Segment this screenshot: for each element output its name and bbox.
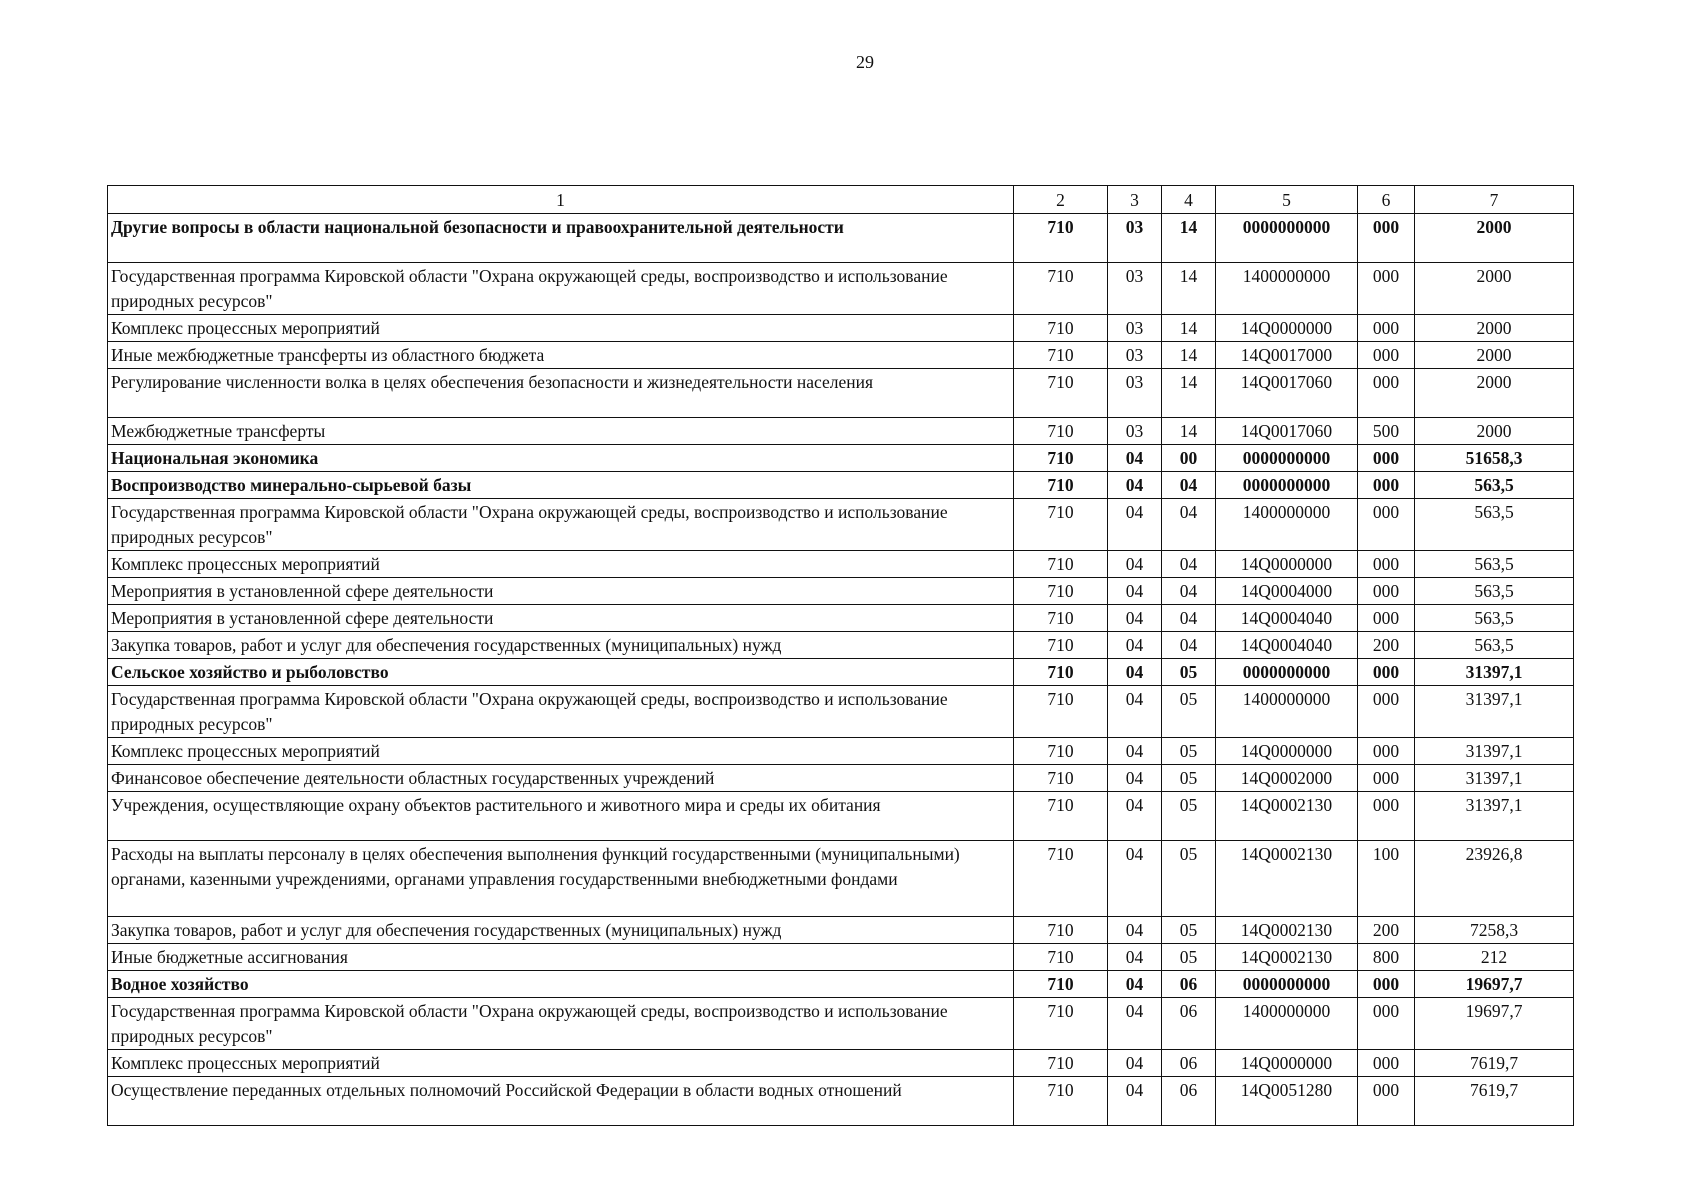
row-name-cell: Регулирование численности волка в целях обеспечения безопасности и жизнедеятельности населения: [108, 369, 1014, 418]
subsection-cell: 04: [1162, 472, 1216, 499]
expense-type-cell: 800: [1358, 944, 1415, 971]
table-row: [108, 917, 1574, 944]
code-cell: 710: [1014, 551, 1108, 578]
section-cell: 03: [1108, 342, 1162, 369]
section-cell: 03: [1108, 315, 1162, 342]
target-article-cell: 14Q0002130: [1216, 792, 1358, 841]
expense-type-cell: 000: [1358, 971, 1415, 998]
table-row: [108, 214, 1574, 263]
amount-cell: 2000: [1415, 263, 1574, 315]
amount-cell: 7619,7: [1415, 1077, 1574, 1126]
row-name-cell: Закупка товаров, работ и услуг для обеспечения государственных (муниципальных) нужд: [108, 917, 1014, 944]
subsection-cell: 14: [1162, 315, 1216, 342]
section-cell: 04: [1108, 632, 1162, 659]
row-name-cell: Комплекс процессных мероприятий: [108, 551, 1014, 578]
code-cell: 710: [1014, 342, 1108, 369]
amount-cell: 2000: [1415, 315, 1574, 342]
table-row: [108, 445, 1574, 472]
section-cell: 03: [1108, 418, 1162, 445]
target-article-cell: 0000000000: [1216, 472, 1358, 499]
expense-type-cell: 000: [1358, 551, 1415, 578]
amount-cell: 563,5: [1415, 605, 1574, 632]
table-row: [108, 944, 1574, 971]
row-name-cell: Закупка товаров, работ и услуг для обеспечения государственных (муниципальных) нужд: [108, 632, 1014, 659]
section-cell: 04: [1108, 551, 1162, 578]
row-name-cell: Иные бюджетные ассигнования: [108, 944, 1014, 971]
row-name-cell: Мероприятия в установленной сфере деятельности: [108, 605, 1014, 632]
target-article-cell: 14Q0004000: [1216, 578, 1358, 605]
amount-cell: 7619,7: [1415, 1050, 1574, 1077]
table-row: [108, 632, 1574, 659]
code-cell: 710: [1014, 944, 1108, 971]
section-cell: 04: [1108, 765, 1162, 792]
target-article-cell: 0000000000: [1216, 659, 1358, 686]
section-cell: 04: [1108, 944, 1162, 971]
expense-type-cell: 500: [1358, 418, 1415, 445]
table-row: [108, 971, 1574, 998]
subsection-cell: 14: [1162, 214, 1216, 263]
target-article-cell: 14Q0002130: [1216, 944, 1358, 971]
amount-cell: 2000: [1415, 369, 1574, 418]
subsection-cell: 05: [1162, 917, 1216, 944]
section-cell: 03: [1108, 214, 1162, 263]
amount-cell: 31397,1: [1415, 765, 1574, 792]
subsection-cell: 04: [1162, 499, 1216, 551]
section-cell: 04: [1108, 472, 1162, 499]
expense-type-cell: 000: [1358, 686, 1415, 738]
expense-type-cell: 200: [1358, 917, 1415, 944]
subsection-cell: 05: [1162, 659, 1216, 686]
table-row: [108, 998, 1574, 1050]
target-article-cell: 14Q0000000: [1216, 551, 1358, 578]
subsection-cell: 14: [1162, 418, 1216, 445]
subsection-cell: 00: [1162, 445, 1216, 472]
section-cell: 04: [1108, 998, 1162, 1050]
code-cell: 710: [1014, 445, 1108, 472]
table-row: [108, 418, 1574, 445]
target-article-cell: 14Q0017060: [1216, 418, 1358, 445]
section-cell: 04: [1108, 917, 1162, 944]
target-article-cell: 1400000000: [1216, 499, 1358, 551]
expense-type-cell: 000: [1358, 605, 1415, 632]
column-header: 5: [1216, 186, 1358, 214]
expense-type-cell: 000: [1358, 214, 1415, 263]
subsection-cell: 05: [1162, 738, 1216, 765]
table-row: [108, 1077, 1574, 1126]
row-name-cell: Государственная программа Кировской области "Охрана окружающей среды, воспроизводство и использование природных ресурсов": [108, 263, 1014, 315]
subsection-cell: 06: [1162, 1050, 1216, 1077]
expense-type-cell: 000: [1358, 499, 1415, 551]
section-cell: 04: [1108, 605, 1162, 632]
section-cell: 04: [1108, 971, 1162, 998]
code-cell: 710: [1014, 971, 1108, 998]
expense-type-cell: 000: [1358, 263, 1415, 315]
row-name-cell: Комплекс процессных мероприятий: [108, 315, 1014, 342]
row-name-cell: Расходы на выплаты персоналу в целях обеспечения выполнения функций государственными (муниципальными) органами, казенными учреждениями, органами управления государственными внебюджетными фондами: [108, 841, 1014, 917]
code-cell: 710: [1014, 263, 1108, 315]
expense-type-cell: 000: [1358, 342, 1415, 369]
expense-type-cell: 000: [1358, 659, 1415, 686]
expense-type-cell: 100: [1358, 841, 1415, 917]
amount-cell: 212: [1415, 944, 1574, 971]
section-cell: 04: [1108, 578, 1162, 605]
code-cell: 710: [1014, 499, 1108, 551]
amount-cell: 563,5: [1415, 632, 1574, 659]
target-article-cell: 14Q0002130: [1216, 917, 1358, 944]
table-row: [108, 499, 1574, 551]
table-row: [108, 369, 1574, 418]
code-cell: 710: [1014, 472, 1108, 499]
row-name-cell: Воспроизводство минерально-сырьевой базы: [108, 472, 1014, 499]
row-name-cell: Межбюджетные трансферты: [108, 418, 1014, 445]
amount-cell: 31397,1: [1415, 738, 1574, 765]
target-article-cell: 14Q0017000: [1216, 342, 1358, 369]
code-cell: 710: [1014, 1077, 1108, 1126]
table-row: [108, 686, 1574, 738]
row-name-cell: Осуществление переданных отдельных полномочий Российской Федерации в области водных отношений: [108, 1077, 1014, 1126]
column-header: 4: [1162, 186, 1216, 214]
code-cell: 710: [1014, 686, 1108, 738]
table-row: [108, 792, 1574, 841]
table-row: [108, 315, 1574, 342]
table-row: [108, 841, 1574, 917]
table-row: [108, 605, 1574, 632]
expense-type-cell: 000: [1358, 578, 1415, 605]
target-article-cell: 14Q0004040: [1216, 632, 1358, 659]
amount-cell: 23926,8: [1415, 841, 1574, 917]
amount-cell: 2000: [1415, 342, 1574, 369]
expense-type-cell: 200: [1358, 632, 1415, 659]
section-cell: 03: [1108, 369, 1162, 418]
column-header: 2: [1014, 186, 1108, 214]
code-cell: 710: [1014, 578, 1108, 605]
table-row: [108, 472, 1574, 499]
code-cell: 710: [1014, 605, 1108, 632]
expense-type-cell: 000: [1358, 998, 1415, 1050]
subsection-cell: 14: [1162, 369, 1216, 418]
amount-cell: 31397,1: [1415, 659, 1574, 686]
code-cell: 710: [1014, 765, 1108, 792]
expense-type-cell: 000: [1358, 792, 1415, 841]
section-cell: 04: [1108, 445, 1162, 472]
expense-type-cell: 000: [1358, 472, 1415, 499]
section-cell: 04: [1108, 792, 1162, 841]
target-article-cell: 0000000000: [1216, 214, 1358, 263]
table-body: [108, 214, 1574, 1126]
target-article-cell: 1400000000: [1216, 998, 1358, 1050]
expense-type-cell: 000: [1358, 1050, 1415, 1077]
target-article-cell: 14Q0004040: [1216, 605, 1358, 632]
row-name-cell: Комплекс процессных мероприятий: [108, 1050, 1014, 1077]
table-row: [108, 578, 1574, 605]
code-cell: 710: [1014, 917, 1108, 944]
code-cell: 710: [1014, 738, 1108, 765]
target-article-cell: 1400000000: [1216, 686, 1358, 738]
subsection-cell: 05: [1162, 944, 1216, 971]
section-cell: 03: [1108, 263, 1162, 315]
section-cell: 04: [1108, 659, 1162, 686]
amount-cell: 19697,7: [1415, 971, 1574, 998]
target-article-cell: 14Q0000000: [1216, 315, 1358, 342]
section-cell: 04: [1108, 686, 1162, 738]
expense-type-cell: 000: [1358, 369, 1415, 418]
target-article-cell: 14Q0000000: [1216, 1050, 1358, 1077]
amount-cell: 563,5: [1415, 551, 1574, 578]
subsection-cell: 06: [1162, 998, 1216, 1050]
budget-table: [107, 185, 1574, 1126]
row-name-cell: Учреждения, осуществляющие охрану объектов растительного и животного мира и среды их обитания: [108, 792, 1014, 841]
subsection-cell: 14: [1162, 263, 1216, 315]
subsection-cell: 04: [1162, 551, 1216, 578]
table-row: [108, 659, 1574, 686]
code-cell: 710: [1014, 998, 1108, 1050]
amount-cell: 563,5: [1415, 578, 1574, 605]
row-name-cell: Другие вопросы в области национальной безопасности и правоохранительной деятельности: [108, 214, 1014, 263]
table-row: [108, 738, 1574, 765]
subsection-cell: 06: [1162, 1077, 1216, 1126]
code-cell: 710: [1014, 841, 1108, 917]
row-name-cell: Государственная программа Кировской области "Охрана окружающей среды, воспроизводство и использование природных ресурсов": [108, 686, 1014, 738]
code-cell: 710: [1014, 418, 1108, 445]
table-row: [108, 342, 1574, 369]
header-row: [108, 186, 1574, 214]
subsection-cell: 05: [1162, 765, 1216, 792]
row-name-cell: Водное хозяйство: [108, 971, 1014, 998]
target-article-cell: 1400000000: [1216, 263, 1358, 315]
code-cell: 710: [1014, 214, 1108, 263]
amount-cell: 7258,3: [1415, 917, 1574, 944]
amount-cell: 563,5: [1415, 472, 1574, 499]
target-article-cell: 0000000000: [1216, 445, 1358, 472]
row-name-cell: Государственная программа Кировской области "Охрана окружающей среды, воспроизводство и использование природных ресурсов": [108, 998, 1014, 1050]
amount-cell: 31397,1: [1415, 686, 1574, 738]
subsection-cell: 05: [1162, 792, 1216, 841]
amount-cell: 19697,7: [1415, 998, 1574, 1050]
expense-type-cell: 000: [1358, 445, 1415, 472]
table-row: [108, 263, 1574, 315]
subsection-cell: 04: [1162, 632, 1216, 659]
section-cell: 04: [1108, 499, 1162, 551]
expense-type-cell: 000: [1358, 738, 1415, 765]
code-cell: 710: [1014, 632, 1108, 659]
row-name-cell: Сельское хозяйство и рыболовство: [108, 659, 1014, 686]
amount-cell: 2000: [1415, 418, 1574, 445]
row-name-cell: Государственная программа Кировской области "Охрана окружающей среды, воспроизводство и использование природных ресурсов": [108, 499, 1014, 551]
column-header: 3: [1108, 186, 1162, 214]
code-cell: 710: [1014, 1050, 1108, 1077]
expense-type-cell: 000: [1358, 765, 1415, 792]
column-header: 1: [108, 186, 1014, 214]
target-article-cell: 14Q0051280: [1216, 1077, 1358, 1126]
table-row: [108, 765, 1574, 792]
expense-type-cell: 000: [1358, 1077, 1415, 1126]
section-cell: 04: [1108, 1077, 1162, 1126]
table-row: [108, 1050, 1574, 1077]
amount-cell: 31397,1: [1415, 792, 1574, 841]
section-cell: 04: [1108, 1050, 1162, 1077]
column-header: 7: [1415, 186, 1574, 214]
amount-cell: 2000: [1415, 214, 1574, 263]
row-name-cell: Национальная экономика: [108, 445, 1014, 472]
row-name-cell: Иные межбюджетные трансферты из областного бюджета: [108, 342, 1014, 369]
target-article-cell: 0000000000: [1216, 971, 1358, 998]
column-header: 6: [1358, 186, 1415, 214]
code-cell: 710: [1014, 792, 1108, 841]
target-article-cell: 14Q0000000: [1216, 738, 1358, 765]
amount-cell: 51658,3: [1415, 445, 1574, 472]
subsection-cell: 05: [1162, 841, 1216, 917]
code-cell: 710: [1014, 659, 1108, 686]
expense-type-cell: 000: [1358, 315, 1415, 342]
subsection-cell: 06: [1162, 971, 1216, 998]
amount-cell: 563,5: [1415, 499, 1574, 551]
target-article-cell: 14Q0017060: [1216, 369, 1358, 418]
subsection-cell: 05: [1162, 686, 1216, 738]
row-name-cell: Комплекс процессных мероприятий: [108, 738, 1014, 765]
row-name-cell: Мероприятия в установленной сфере деятельности: [108, 578, 1014, 605]
subsection-cell: 14: [1162, 342, 1216, 369]
code-cell: 710: [1014, 315, 1108, 342]
page-number: 29: [856, 52, 874, 72]
target-article-cell: 14Q0002000: [1216, 765, 1358, 792]
subsection-cell: 04: [1162, 578, 1216, 605]
code-cell: 710: [1014, 369, 1108, 418]
subsection-cell: 04: [1162, 605, 1216, 632]
row-name-cell: Финансовое обеспечение деятельности областных государственных учреждений: [108, 765, 1014, 792]
section-cell: 04: [1108, 841, 1162, 917]
section-cell: 04: [1108, 738, 1162, 765]
table-row: [108, 551, 1574, 578]
target-article-cell: 14Q0002130: [1216, 841, 1358, 917]
